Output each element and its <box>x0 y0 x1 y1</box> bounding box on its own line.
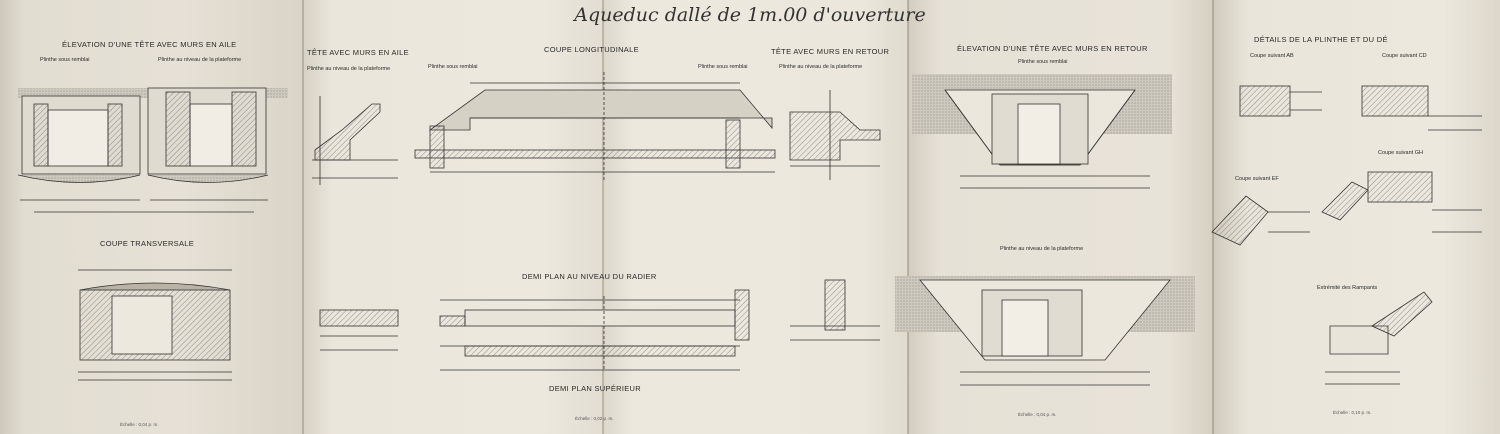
label-extremite: Extrémité des Rampants <box>1317 285 1378 291</box>
scale-label: Échelle : 0,04 p. m. <box>1018 412 1057 417</box>
label-plinthe-niveau-plateforme: Plinthe au niveau de la plateforme <box>779 64 863 70</box>
page-title: Aqueduc dallé de 1m.00 d'ouverture <box>574 4 926 26</box>
heading-tete-murs-aile: TÊTE AVEC MURS EN AILE <box>307 48 409 57</box>
label-plinthe-sous-remblai: Plinthe sous remblai <box>428 64 478 70</box>
coupe-transversale-drawing <box>78 270 232 380</box>
label-plinthe-niveau-plateforme: Plinthe au niveau de la plateforme <box>307 66 391 72</box>
demi-plans-drawing <box>440 290 749 370</box>
label-plinthe-sous-remblai: Plinthe sous remblai <box>40 57 90 63</box>
tete-murs-retour-drawing <box>790 90 880 340</box>
elevation-aile-drawing <box>18 88 288 212</box>
label-coupe-ab: Coupe suivant AB <box>1250 53 1294 59</box>
details-drawing <box>1212 86 1482 384</box>
heading-coupe-transversale: COUPE TRANSVERSALE <box>100 239 195 248</box>
heading-tete-murs-retour: TÊTE AVEC MURS EN RETOUR <box>771 47 890 56</box>
coupe-longitudinale-drawing <box>415 72 775 180</box>
elevation-retour-drawing <box>895 74 1195 385</box>
heading-details: DÉTAILS DE LA PLINTHE ET DU DÉ <box>1254 35 1388 44</box>
heading-coupe-longitudinale: COUPE LONGITUDINALE <box>544 45 639 54</box>
label-plinthe-niveau-plateforme: Plinthe au niveau de la plateforme <box>1000 246 1084 252</box>
label-coupe-gh: Coupe suivant GH <box>1378 150 1423 156</box>
label-plinthe-sous-remblai: Plinthe sous remblai <box>698 64 748 70</box>
heading-elevation-retour: ÉLEVATION D'UNE TÊTE AVEC MURS EN RETOUR <box>957 44 1148 53</box>
heading-demi-plan-superieur: DEMI PLAN SUPÉRIEUR <box>549 384 641 393</box>
label-plinthe-niveau-plateforme: Plinthe au niveau de la plateforme <box>158 57 242 63</box>
scale-label: Échelle : 0,02 p. m. <box>575 416 614 421</box>
scale-label: Échelle : 0,04 p. m. <box>120 422 159 427</box>
label-coupe-cd: Coupe suivant CD <box>1382 53 1427 59</box>
heading-demi-plan-radier: DEMI PLAN AU NIVEAU DU RADIER <box>522 272 657 281</box>
scale-label: Échelle : 0,10 p. m. <box>1333 410 1372 415</box>
label-plinthe-sous-remblai: Plinthe sous remblai <box>1018 59 1068 65</box>
heading-elevation-aile: ÉLEVATION D'UNE TÊTE AVEC MURS EN AILE <box>62 40 237 49</box>
tete-murs-aile-drawing <box>312 96 398 350</box>
label-coupe-ef: Coupe suivant EF <box>1235 176 1279 182</box>
